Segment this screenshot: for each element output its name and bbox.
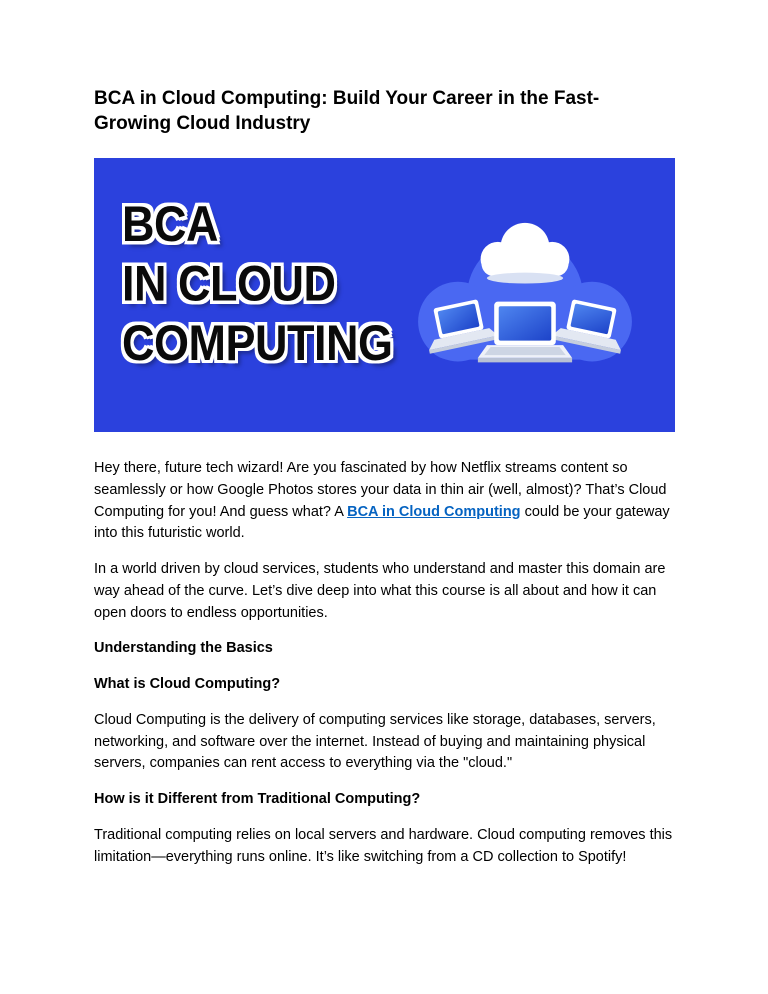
banner-headline — [122, 194, 393, 372]
white-cloud-icon — [481, 223, 570, 284]
paragraph-traditional-computing: Traditional computing relies on local servers and hardware. Cloud computing removes this limitation—everything runs online. It’s like switching from a CD collection to Spotify! — [94, 826, 673, 865]
paragraph-cloud-definition: Cloud Computing is the delivery of computing services like storage, databases, servers, networking, and software over the internet. Instead of buying and maintaining physical servers, companies can rent access to everything via the "cloud." — [94, 711, 656, 772]
heading-what-is-cloud-computing: What is Cloud Computing? — [94, 676, 281, 693]
banner-line-2: IN CLOUD — [122, 254, 336, 312]
bca-cloud-computing-link[interactable]: BCA in Cloud Computing — [347, 503, 521, 520]
heading-understanding-basics: Understanding the Basics — [94, 640, 273, 657]
paragraph-world-driven: In a world driven by cloud services, students who understand and master this domain are way ahead of the curve. Let’s dive deep into what this course is all about and how it can open doors to endless opportunities. — [94, 561, 666, 621]
heading-different-from-traditional: How is it Different from Traditional Computing? — [94, 791, 421, 808]
intro-paragraph — [94, 458, 675, 545]
banner-image — [94, 158, 675, 432]
banner-line-1: BCA — [122, 195, 218, 253]
cloud-laptops-illustration — [389, 202, 661, 414]
page-title: BCA in Cloud Computing: Build Your Career in the Fast-Growing Cloud Industry — [94, 88, 600, 135]
intro-text-before: Hey there, future tech wizard! Are you fascinated by how Netflix streams content so seamlessly or how Google Photos stores your data in thin air (well, almost)? That’s Cloud Computing for you! And guess what? A — [94, 460, 667, 520]
intro-text-after: could be your gateway into this futuristic world. — [94, 503, 670, 542]
banner-line-3: COMPUTING — [122, 314, 393, 372]
